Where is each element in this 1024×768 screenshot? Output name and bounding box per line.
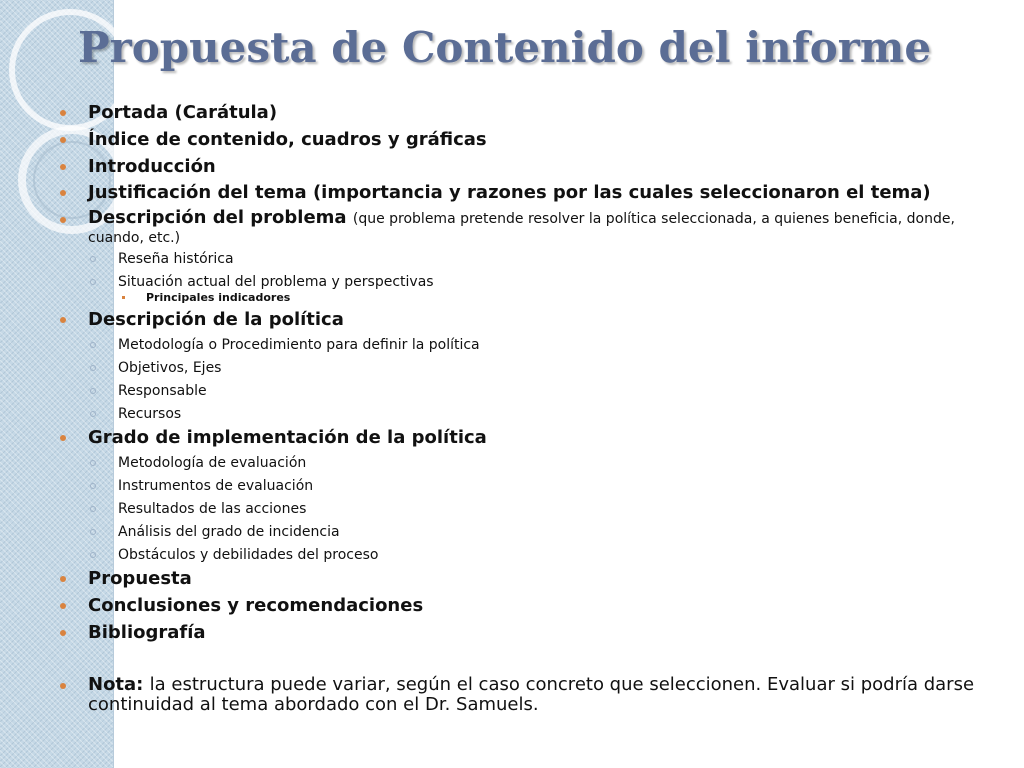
- slide-title: Propuesta de Contenido del informe: [78, 23, 932, 72]
- subitem-responsable: Responsable: [118, 383, 207, 399]
- subitem-recursos: Recursos: [118, 406, 182, 422]
- note: [88, 675, 993, 715]
- subitem-obstaculos-debilidades: Obstáculos y debilidades del proceso: [118, 547, 379, 563]
- list-item-conclusiones: Conclusiones y recomendaciones: [88, 595, 993, 617]
- subitem-situacion-actual: Situación actual del problema y perspectivas: [118, 274, 434, 290]
- list-item-portada: Portada (Carátula): [88, 102, 993, 124]
- subitem-analisis-incidencia: Análisis del grado de incidencia: [118, 524, 340, 540]
- list-item-introduccion: Introducción: [88, 156, 993, 178]
- subitem-objetivos-ejes: Objetivos, Ejes: [118, 360, 222, 376]
- list-item-justificacion: Justificación del tema (importancia y razones por las cuales seleccionaron el tema): [88, 182, 993, 204]
- list-item-descripcion-politica: Descripción de la política: [88, 309, 993, 331]
- list-item-detail: (que problema pretende resolver la política seleccionada, a quienes beneficia, donde, cuando, etc.): [88, 211, 955, 246]
- subitem-instrumentos-evaluacion: Instrumentos de evaluación: [118, 478, 314, 494]
- list-item-indice: Índice de contenido, cuadros y gráficas: [88, 129, 993, 151]
- list-item-bibliografia: Bibliografía: [88, 622, 993, 644]
- subitem-resena-historica: Reseña histórica: [118, 251, 234, 267]
- list-item-propuesta: Propuesta: [88, 568, 993, 590]
- subitem-metodologia-evaluacion: Metodología de evaluación: [118, 455, 307, 471]
- note-text: la estructura puede variar, según el caso concreto que seleccionen. Evaluar si podría darse continuidad al tema abordado con el Dr. Samuels.: [88, 674, 975, 715]
- subitem-metodologia-procedimiento: Metodología o Procedimiento para definir la política: [118, 337, 480, 353]
- list-item-grado-implementacion: Grado de implementación de la política: [88, 427, 993, 449]
- note-label: Nota:: [88, 674, 144, 695]
- list-item-label: Descripción del problema: [88, 207, 347, 228]
- subsubitem-principales-indicadores: Principales indicadores: [146, 291, 291, 304]
- subitem-resultados-acciones: Resultados de las acciones: [118, 501, 307, 517]
- list-item-descripcion-problema: [88, 209, 993, 247]
